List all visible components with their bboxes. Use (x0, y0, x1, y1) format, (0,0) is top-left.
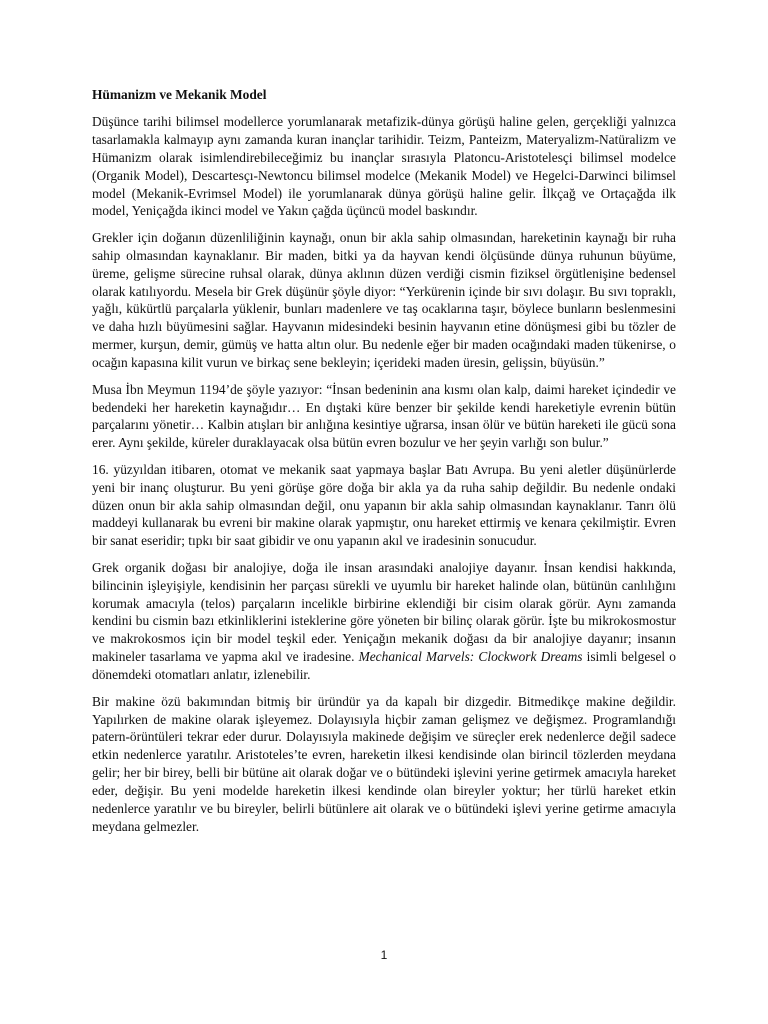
documentary-title: Mechanical Marvels: Clockwork Dreams (358, 649, 583, 665)
paragraph-4: 16. yüzyıldan itibaren, otomat ve mekanik saat yapmaya başlar Batı Avrupa. Bu yeni aletler düşünürlerde yeni bir inanç oluşturur. Bu yeni görüşe göre doğa bir akla ya da ruha sahip değildir. Bu nedenle ondaki düzen onun bir akla sahip olmasından değil, onu yapanın bir akla sahip olmasından kaynaklanır. Tanrı ölü maddeyi kullanarak bu evreni bir makine olarak yapmıştır, onu hareket ettirmiş ve kenara çekilmiştir. Evren bir sanat eseridir; tıpkı bir saat gibidir ve onu yapanın akıl ve iradesinin sonucudur. (92, 461, 676, 549)
paragraph-5 (92, 559, 676, 684)
page-number: 1 (380, 948, 388, 962)
paragraph-5-text-after: isimli belgesel o dönemdeki otomatları anlatır, izlenebilir. (92, 649, 676, 683)
document-page (92, 86, 676, 844)
paragraph-6: Bir makine özü bakımından bitmiş bir üründür ya da kapalı bir dizgedir. Bitmedikçe makine değildir. Yapılırken de makine olarak işleyemez. Dolayısıyla hiçbir zaman gelişmez ve değişmez. Programlandığı patern-örüntüleri tekrar eder durur. Dolayısıyla makinede değişim ve süreçler erek nedenlerce değil sadece etkin nedenlerce yaratılır. Aristoteles’te evren, hareketin ilkesi kendisinde olan birincil tözlerden meydana gelir; her bir birey, belli bir bütüne ait olarak doğar ve o bütündeki işlevini yerine getirmek amacıyla hareket eder, değişir. Bu yeni modelde hareketin ilkesi kendinde olan bireyler yoktur; her türlü hareket etkin nedenlerce yaratılır ve bu bireyler, belirli bütünlere ait olarak ve o bütündeki işlevi yerine getirme amacıyla meydana gelmezler. (92, 693, 676, 834)
paragraph-2: Grekler için doğanın düzenliliğinin kaynağı, onun bir akla sahip olmasından, hareketinin kaynağı bir ruha sahip olmasından kaynaklanır. Bir maden, bitki ya da hayvan kendi ölçüsünde dünya ruhunun büyüme, üreme, gelişme sürecine ruhsal olarak, dünya aklının düzen verdiği cismin fiziksel örgütlenişine bedensel olarak katılıyordu. Mesela bir Grek düşünür şöyle diyor: “Yerkürenin içinde bir sıvı dolaşır. Bu sıvı topraklı, yağlı, kükürtlü parçalarla yüklenir, bunları madenlere ve taş ocaklarına taşır, böylece bunların beslenmesini ve daha hızlı büyümesini sağlar. Hayvanın midesindeki besinin hayvanın etine dönüşmesi gibi bu tözler de mermer, kurşun, demir, gümüş ve hatta altın olur. Bu nedenle eğer bir maden ocağındaki maden tükenirse, o ocağın kapasına kilit vurun ve birkaç sene bekleyin; içerideki maden üresin, gelişsin, büyüsün.” (92, 229, 676, 371)
paragraph-5-text-before: Grek organik doğası bir analojiye, doğa ile insan arasındaki analojiye dayanır. İnsan kendisi hakkında, bilincinin işleyişiyle, kendisinin her parçası sürekli ve uyumlu bir hareket halinde olan, bütünün canlılığını korumak amacıyla (telos) parçaların incelikle birbirine eklendiği bir cisim olarak görür. Aynı zamanda kendini bu cismin bazı etkinliklerini isteklerine göre yöneten bir bilinç olarak görür. İşte bu mikrokosmostur ve makrokosmos için bir model teşkil eder. Yeniçağın mekanik doğası da bir analojiye dayanır; insanın makineler tasarlama ve yapma akıl ve iradesine. (92, 559, 676, 665)
paragraph-1: Düşünce tarihi bilimsel modellerce yorumlanarak metafizik-dünya görüşü haline gelen, gerçekliği yalnızca tasarlamakla kalmayıp aynı zamanda kuran inançlar tarihidir. Teizm, Panteizm, Materyalizm-Natüralizm ve Hümanizm olarak isimlendirebileceğimiz bu inançlar sırasıyla Platoncu-Aristotelesçi bilimsel modelce (Organik Model), Descartesçı-Newtoncu bilimsel modelce (Mekanik Model) ve Hegelci-Darwinci bilimsel model (Mekanik-Evrimsel Model) ile yorumlanarak dünya görüşü haline gelir. İlkçağ ve Ortaçağda ilk model, Yeniçağda ikinci model ve Yakın çağda üçüncü model baskındır. (92, 113, 676, 219)
paragraph-3: Musa İbn Meymun 1194’de şöyle yazıyor: “İnsan bedeninin ana kısmı olan kalp, daimi hareket içindedir ve bedendeki her hareketin kaynağıdır… En dıştaki küre benzer bir şekilde kendi hareketiyle evrenin bütün parçalarını yönetir… Kalbin atışları bir anlığına kesintiye uğrarsa, insan ölür ve bütün hareketi ile gücü sona erer. Aynı şekilde, küreler duraklayacak olsa bütün evren bozulur ve her şeyin varlığı son bulur.” (92, 381, 676, 451)
document-title: Hümanizm ve Mekanik Model (92, 87, 267, 102)
